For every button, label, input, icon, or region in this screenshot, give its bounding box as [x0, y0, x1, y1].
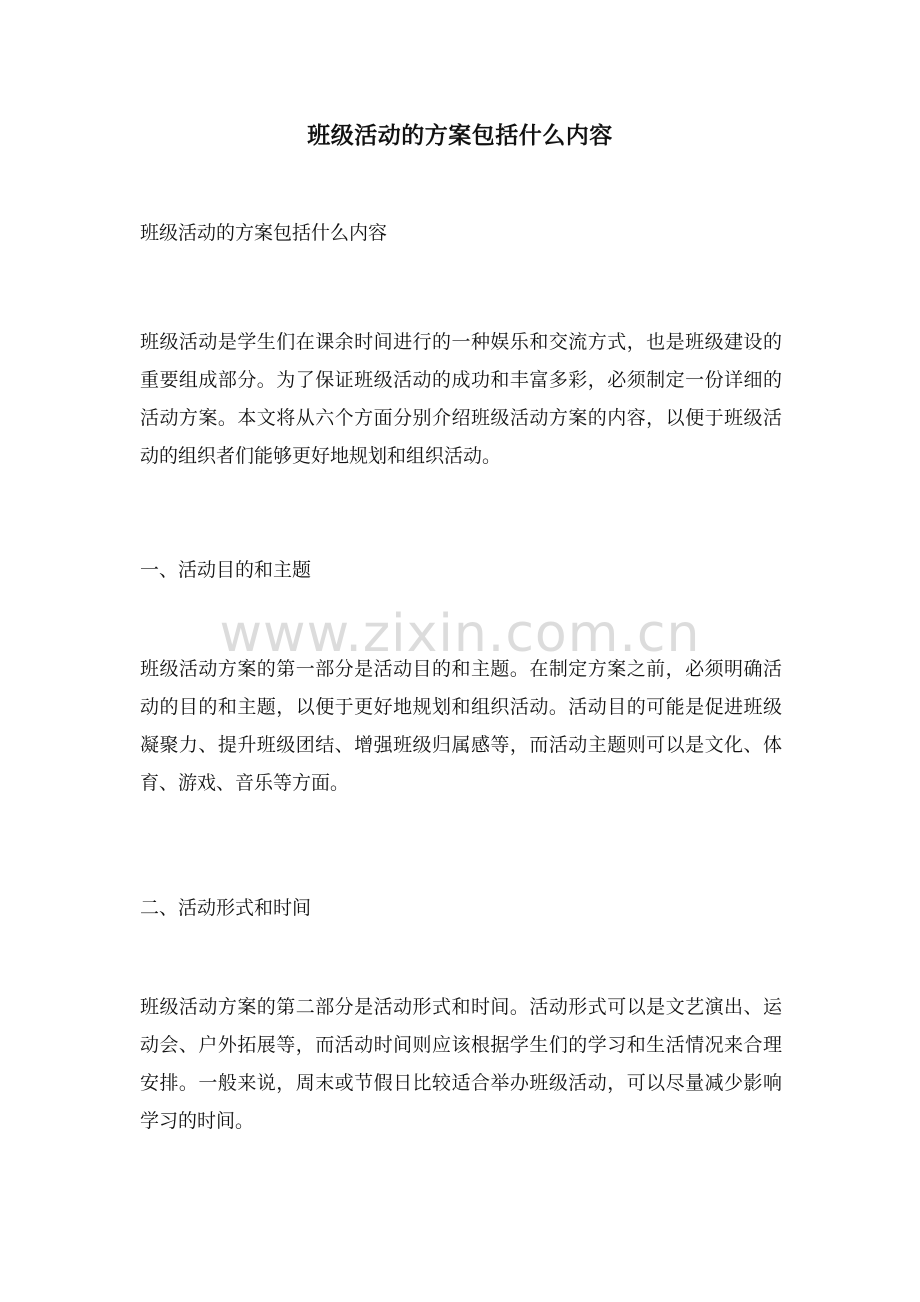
document-title: 班级活动的方案包括什么内容 — [307, 122, 613, 149]
section-body-2: 班级活动方案的第二部分是活动形式和时间。活动形式可以是文艺演出、运动会、户外拓展等，而活动时间则应该根据学生们的学习和生活情况来合理安排。一般来说，周末或节假日比较适合举办班级活动，可以尽量减少影响学习的时间。 — [140, 996, 782, 1132]
document-subtitle: 班级活动的方案包括什么内容 — [140, 222, 388, 244]
section-heading-2: 二、活动形式和时间 — [140, 897, 312, 919]
watermark: www.zixin.com.cn — [219, 604, 701, 664]
section-heading-1: 一、活动目的和主题 — [140, 559, 312, 581]
section-body-1: 班级活动方案的第一部分是活动目的和主题。在制定方案之前，必须明确活动的目的和主题，以便于更好地规划和组织活动。活动目的可能是促进班级凝聚力、提升班级团结、增强班级归属感等，而活动主题则可以是文化、体育、游戏、音乐等方面。 — [140, 658, 782, 794]
intro-paragraph: 班级活动是学生们在课余时间进行的一种娱乐和交流方式，也是班级建设的重要组成部分。为了保证班级活动的成功和丰富多彩，必须制定一份详细的活动方案。本文将从六个方面分别介绍班级活动方案的内容，以便于班级活动的组织者们能够更好地规划和组织活动。 — [140, 331, 782, 467]
